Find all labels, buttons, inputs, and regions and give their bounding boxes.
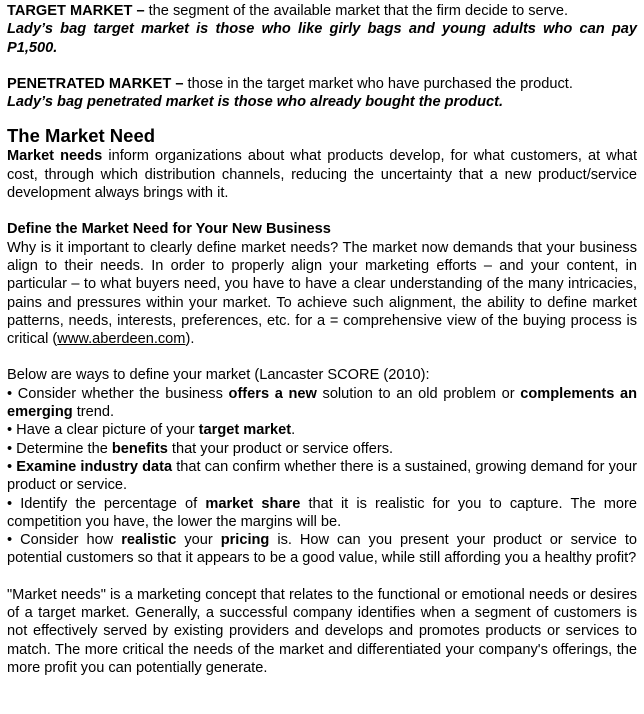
market-need-paragraph — [7, 147, 637, 202]
define-market-paragraph — [7, 239, 637, 349]
bullet-text: trend. — [72, 404, 115, 421]
ways-intro: Below are ways to define your market (Lancaster SCORE (2010): — [7, 367, 430, 384]
bullet-market-share — [7, 495, 637, 532]
bullet-text: solution to an old problem or — [316, 385, 521, 402]
bullet-text: • — [7, 458, 17, 475]
target-market-example: Lady’s bag target market is those who like girly bags and young adults who can pay P1,500. — [7, 21, 637, 56]
target-market-term: TARGET MARKET – — [7, 3, 145, 19]
penetrated-market-definition — [7, 75, 637, 93]
bullet-bold: offers a new — [228, 385, 317, 402]
bullet-bold: realistic — [121, 532, 177, 549]
bullet-bold: complements an emerging — [7, 385, 638, 421]
market-need-body: inform organizations about what products develop, for what customers, at what cost, through which distribution channels, reducing the uncertainty that a new product/service development always brings with it. — [7, 148, 638, 202]
bullet-bold: target market — [198, 422, 292, 439]
bullet-text: your — [176, 532, 221, 549]
penetrated-market-example: Lady’s bag penetrated market is those who already bought the product. — [7, 94, 504, 111]
closing-paragraph: "Market needs" is a marketing concept that relates to the functional or emotional needs or desires of a target market. Generally, a successful company identifies when a segment of customers is not effectively served by existing providers and develops and promotes products or services to match. The more critical the needs of the market and differentiated your company's offerings, the more profit you can potentially generate. — [7, 586, 637, 676]
define-market-close: ). — [185, 331, 195, 348]
bullet-benefits — [7, 440, 637, 458]
bullet-text: • Identify the percentage of — [7, 495, 206, 512]
define-market-body: Why is it important to clearly define market needs? The market now demands that your business align to their needs. In order to properly align your marketing efforts – and your content, in particular – to what buyers need, you have to have a clear understanding of the many intricacies, pains and pressures within your market. To achieve such alignment, the ability to define market patterns, needs, interests, preferences, etc. for a = comprehensive view of the buying process is critical ( — [7, 239, 637, 348]
target-market-def: the segment of the available market that the firm decide to serve. — [144, 3, 569, 19]
penetrated-market-def: those in the target market who have purchased the product. — [183, 75, 573, 92]
bullet-text: • Determine the — [7, 440, 112, 457]
bullet-offers-new — [7, 385, 637, 422]
market-need-lead: Market needs — [7, 148, 103, 165]
bullet-text: • Consider whether the business — [7, 385, 229, 402]
bullet-text: that it is realistic for you to capture. The more competition you have, the lower the margins will be. — [7, 495, 637, 530]
bullet-text: is. How can you present your product or service to potential customers so that it appears to be a good value, while still affording you a healthy profit? — [7, 532, 638, 567]
bullet-bold: market share — [205, 495, 301, 512]
bullet-text: • Have a clear picture of your — [7, 422, 199, 439]
bullet-pricing — [7, 531, 637, 568]
bullet-bold: benefits — [111, 440, 168, 457]
bullet-text: . — [291, 422, 296, 439]
bullet-bold: pricing — [220, 532, 270, 549]
target-market-definition — [7, 2, 637, 20]
penetrated-market-term: PENETRATED MARKET – — [7, 75, 184, 92]
bullet-target-market — [7, 421, 637, 439]
market-need-heading: The Market Need — [7, 125, 156, 147]
bullet-bold: Examine industry data — [16, 458, 173, 475]
define-market-heading: Define the Market Need for Your New Business — [7, 221, 331, 238]
bullet-text: • Consider how — [7, 532, 122, 549]
aberdeen-link[interactable]: www.aberdeen.com — [57, 331, 186, 348]
bullet-text: that can confirm whether there is a sustained, growing demand for your product or service. — [7, 458, 638, 494]
bullet-industry-data — [7, 458, 637, 495]
bullet-text: that your product or service offers. — [167, 440, 394, 457]
